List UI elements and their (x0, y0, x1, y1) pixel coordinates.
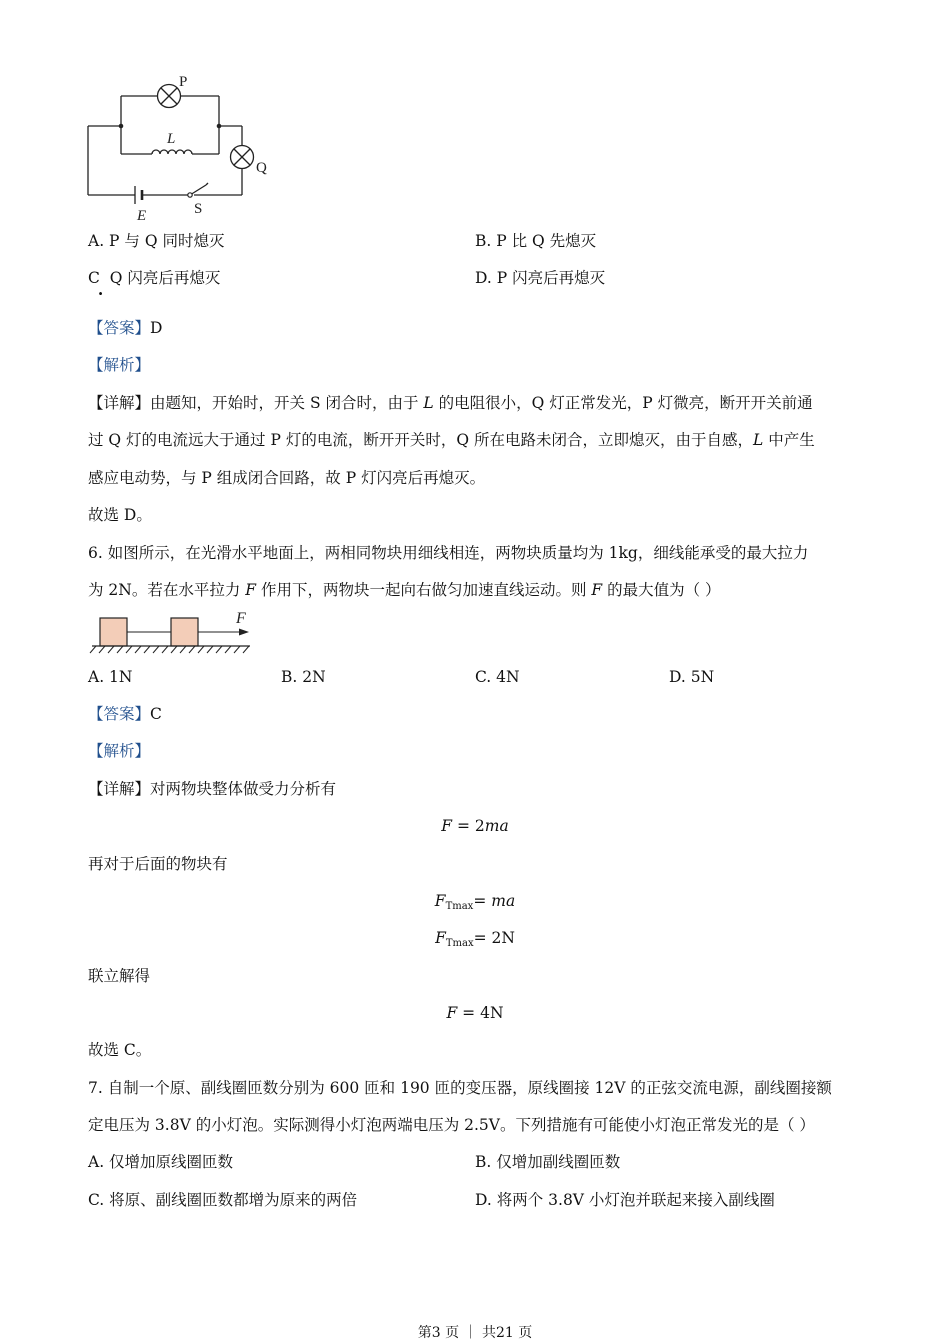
q6-option-b: B. 2N (281, 668, 326, 686)
eq4-f: F (446, 1004, 458, 1022)
q6-detail-tag: 【详解】 (88, 780, 151, 798)
q6-answer-tag: 【答案】 (88, 705, 151, 723)
q7-option-b: B. 仅增加副线圈匝数 (475, 1153, 621, 1171)
q6-analysis-tag: 【解析】 (88, 742, 151, 760)
q6-stem-line1: 6. 如图所示，在光滑水平地面上，两相同物块用细线相连，两物块质量均为 1kg，细线能承受的最大拉力 (88, 544, 809, 562)
circuit-diagram (80, 70, 300, 225)
q5-conclusion: 故选 D。 (88, 506, 152, 524)
q6-stem-text-a: 为 2N。若在水平拉力 (88, 581, 246, 599)
q5-option-a: A. P 与 Q 同时熄灭 (88, 232, 225, 250)
blocks-figure (88, 606, 258, 658)
q5-answer (88, 317, 162, 339)
q5-detail-symbol-l2: L (752, 431, 764, 449)
q5-analysis-tag: 【解析】 (88, 356, 151, 374)
q6-stem-symbol-f1: F (245, 581, 257, 599)
q5-detail-tag: 【详解】 (88, 394, 151, 412)
q6-detail (88, 778, 336, 800)
eq4-rest: = 4N (457, 1004, 504, 1022)
q6-stem-line2 (88, 579, 721, 601)
eq2-eq: = (473, 892, 492, 910)
q6-stem-text-b: 作用下，两物块一起向右做匀加速直线运动。则 (256, 581, 592, 599)
q6-conclusion: 故选 C。 (88, 1041, 152, 1059)
label-q: Q (256, 160, 267, 176)
q6-answer (88, 703, 162, 725)
q6-equation-3 (0, 927, 950, 955)
eq1-f: F (441, 817, 453, 835)
force-label: F (236, 610, 246, 627)
q6-equation-1 (0, 815, 950, 837)
q7-stem-line1: 7. 自制一个原、副线圈匝数分别为 600 匝和 190 匝的变压器，原线圈接 12V 的正弦交流电源，副线圈接额 (88, 1079, 832, 1097)
q5-answer-tag: 【答案】 (88, 319, 151, 337)
q6-equation-2 (0, 890, 950, 918)
page-footer: 第3 页 ｜ 共21 页 (417, 1325, 533, 1341)
label-e: E (137, 208, 147, 224)
q6-answer-value: C (150, 705, 162, 723)
q5-detail-line2 (88, 429, 815, 451)
q5-detail-text-2a: 过 Q 灯的电流远大于通过 P 灯的电流，断开开关时，Q 所在电路未闭合，立即熄灭，由于自感， (88, 431, 753, 449)
q5-answer-value: D (150, 319, 163, 337)
eq3-f: F (435, 929, 446, 947)
eq1-ma: ma (484, 817, 509, 835)
q6-stem-text-c: 的最大值为（ ） (602, 581, 721, 599)
label-s: S (194, 201, 203, 217)
q5-option-b: B. P 比 Q 先熄灭 (475, 232, 597, 250)
lamp-p-icon (158, 85, 181, 108)
eq2-ma: ma (491, 892, 516, 910)
q5-option-c-text: Q 闪亮后再熄灭 (109, 269, 221, 287)
q5-option-c-prefix: C (88, 269, 100, 287)
block-back (100, 618, 127, 646)
q6-option-d: D. 5N (669, 668, 715, 686)
q5-detail-symbol-l1: L (423, 394, 434, 412)
eq3-rest: = 2N (473, 929, 515, 947)
junction-dot-left (119, 124, 124, 129)
q5-option-c-dot: . (97, 280, 104, 299)
switch-symbol (188, 193, 192, 197)
eq1-rest: = 2 (452, 817, 485, 835)
block-front (171, 618, 198, 646)
eq2-sub: Tmax (445, 901, 474, 912)
q5-detail-line1 (88, 392, 813, 414)
q6-option-c: C. 4N (475, 668, 520, 686)
q7-option-d: D. 将两个 3.8V 小灯泡并联起来接入副线圈 (475, 1191, 775, 1209)
q5-option-c (88, 267, 221, 299)
q6-text-3: 联立解得 (88, 967, 151, 985)
q5-option-d: D. P 闪亮后再熄灭 (475, 269, 606, 287)
eq2-f: F (434, 892, 446, 910)
q6-text-2: 再对于后面的物块有 (88, 855, 228, 873)
q5-detail-text-1a: 由题知，开始时，开关 S 闭合时，由于 (150, 394, 424, 412)
q5-detail-line3: 感应电动势，与 P 组成闭合回路，故 P 灯闪亮后再熄灭。 (88, 469, 486, 487)
q6-equation-4 (0, 1002, 950, 1024)
eq3-sub: Tmax (445, 938, 474, 949)
label-l: L (167, 131, 176, 147)
junction-dot-right (217, 124, 222, 129)
q7-option-c: C. 将原、副线圈匝数都增为原来的两倍 (88, 1191, 358, 1209)
q6-stem-symbol-f2: F (591, 581, 603, 599)
lamp-q-icon (231, 146, 254, 169)
q7-stem-line2: 定电压为 3.8V 的小灯泡。实际测得小灯泡两端电压为 2.5V。下列措施有可能使小灯泡正常发光的是（ ） (88, 1116, 815, 1134)
q6-detail-text: 对两物块整体做受力分析有 (150, 780, 337, 798)
q5-detail-text-2b: 中产生 (763, 431, 815, 449)
q5-detail-text-1b: 的电阻很小，Q 灯正常发光，P 灯微亮，断开开关前通 (433, 394, 813, 412)
q7-option-a: A. 仅增加原线圈匝数 (88, 1153, 234, 1171)
label-p: P (179, 74, 188, 90)
q6-option-a: A. 1N (88, 668, 133, 686)
